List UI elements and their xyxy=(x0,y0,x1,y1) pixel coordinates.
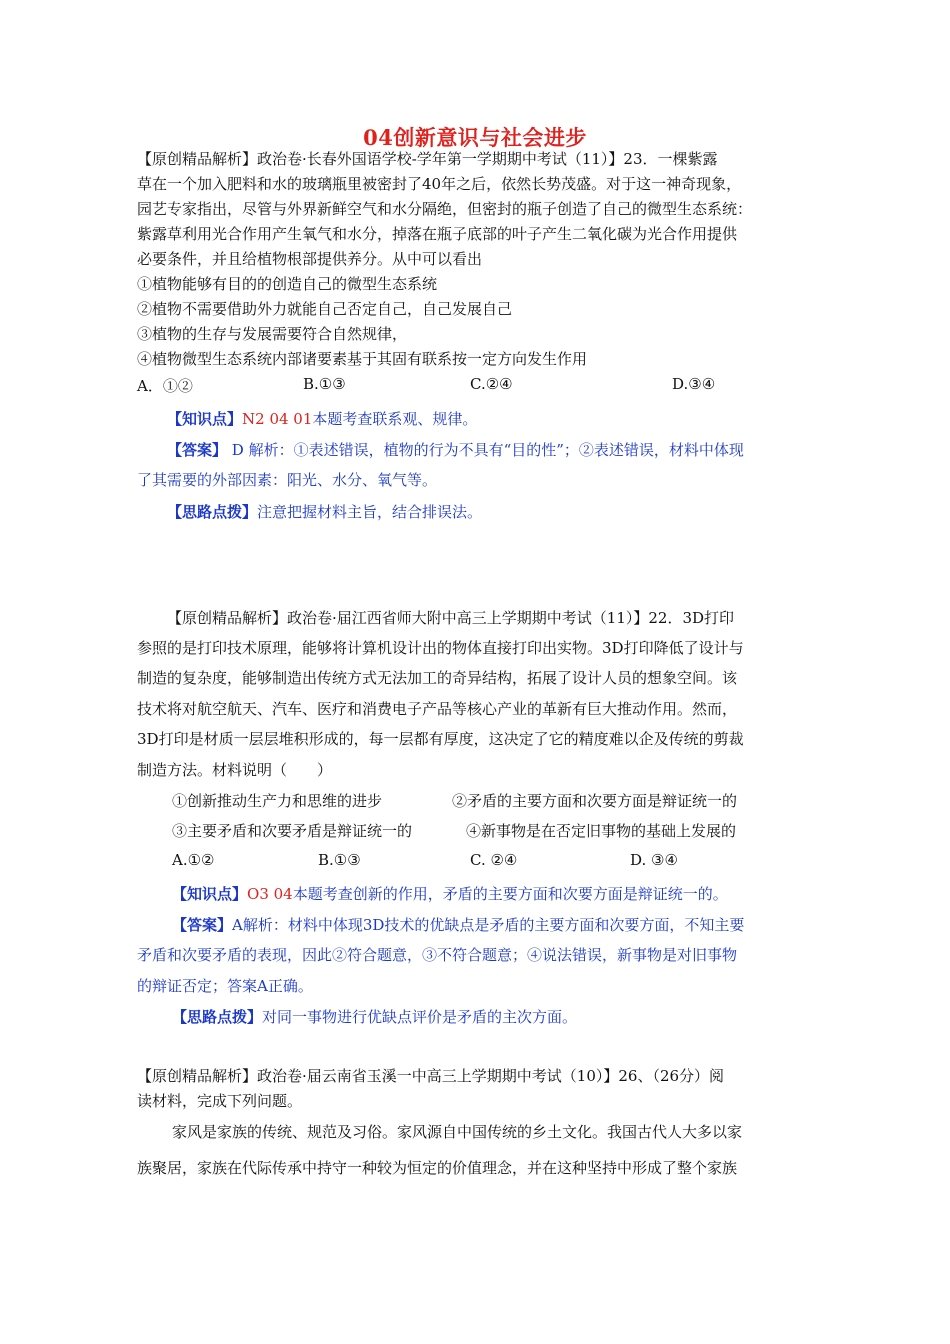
q2-answer-cont: 的辩证否定；答案A正确。 xyxy=(137,977,313,995)
q1-stem-line: 园艺专家指出，尽管与外界新鲜空气和水分隔绝，但密封的瓶子创造了自己的微型生态系统： xyxy=(137,200,753,218)
tips-text: 对同一事物进行优缺点评价是矛盾的主次方面。 xyxy=(262,1008,578,1026)
q2-item: ④新事物是在否定旧事物的基础上发展的 xyxy=(466,822,737,840)
q1-stem-line: 【原创精品解析】政治卷·长春外国语学校-学年第一学期期中考试（11）】23．一棵紫露 xyxy=(137,150,718,168)
q3-stem-line: 【原创精品解析】政治卷·届云南省玉溪一中高三上学期期中考试（10）】26、（26分）阅 xyxy=(137,1067,725,1085)
answer-text: D 解析：①表述错误，植物的行为不具有“目的性”；②表述错误，材料中体现 xyxy=(227,441,744,459)
q2-knowledge-point xyxy=(172,882,852,907)
knowledge-text: 本题考查创新的作用，矛盾的主要方面和次要方面是辩证统一的。 xyxy=(292,885,728,903)
q1-answer xyxy=(167,438,847,463)
knowledge-label: 【知识点】 xyxy=(167,410,243,428)
q2-answer xyxy=(172,913,852,938)
q1-option-c: C.②④ xyxy=(470,375,513,393)
q1-tips xyxy=(167,500,847,525)
q3-material-line: 族聚居，家族在代际传承中持守一种较为恒定的价值理念，并在这种坚持中形成了整个家族 xyxy=(137,1159,738,1177)
q2-stem-line: 【原创精品解析】政治卷·届江西省师大附中高三上学期期中考试（11）】22．3D打印 xyxy=(167,609,735,627)
q2-answer-cont: 矛盾和次要矛盾的表现，因此②符合题意，③不符合题意；④说法错误，新事物是对旧事物 xyxy=(137,946,738,964)
answer-label: 【答案】 xyxy=(167,441,228,459)
q2-stem-line: 3D打印是材质一层层堆积形成的，每一层都有厚度，这决定了它的精度难以企及传统的剪裁 xyxy=(137,730,744,748)
q1-stem-line: 草在一个加入肥料和水的玻璃瓶里被密封了40年之后，依然长势茂盛。对于这一神奇现象， xyxy=(137,175,742,193)
q1-stem-line: 必要条件，并且给植物根部提供养分。从中可以看出 xyxy=(137,250,483,268)
q2-stem-line: 制造的复杂度，能够制造出传统方式无法加工的奇异结构，拓展了设计人员的想象空间。该 xyxy=(137,669,738,687)
q1-item: ①植物能够有目的的创造自己的微型生态系统 xyxy=(137,275,438,293)
q2-item: ①创新推动生产力和思维的进步 xyxy=(172,792,383,810)
tips-label: 【思路点拨】 xyxy=(167,503,258,521)
q2-stem-line: 制造方法。材料说明（ ） xyxy=(137,761,333,779)
q3-stem-line: 读材料，完成下列问题。 xyxy=(137,1092,303,1110)
answer-text: A解析：材料中体现3D技术的优缺点是矛盾的主要方面和次要方面，不知主要 xyxy=(232,916,745,934)
q2-item: ③主要矛盾和次要矛盾是辩证统一的 xyxy=(172,822,413,840)
q2-stem-line: 技术将对航空航天、汽车、医疗和消费电子产品等核心产业的革新有巨大推动作用。然而， xyxy=(137,700,738,718)
tips-label: 【思路点拨】 xyxy=(172,1008,263,1026)
q1-item: ③植物的生存与发展需要符合自然规律， xyxy=(137,325,408,343)
q2-item: ②矛盾的主要方面和次要方面是辩证统一的 xyxy=(452,792,738,810)
knowledge-code: O3 04 xyxy=(247,885,293,903)
q2-option-c: C. ②④ xyxy=(470,851,518,869)
q1-item: ②植物不需要借助外力就能自己否定自己，自己发展自己 xyxy=(137,300,513,318)
q1-answer-cont: 了其需要的外部因素：阳光、水分、氧气等。 xyxy=(137,471,438,489)
knowledge-code: N2 04 01 xyxy=(242,410,313,428)
q1-option-a: A．①② xyxy=(137,377,193,395)
q3-material-line: 家风是家族的传统、规范及习俗。家风源自中国传统的乡土文化。我国古代人大多以家 xyxy=(172,1123,743,1141)
q1-option-b: B.①③ xyxy=(303,375,346,393)
q2-option-d: D. ③④ xyxy=(630,851,678,869)
q2-option-a: A.①② xyxy=(172,851,215,869)
q1-item: ④植物微型生态系统内部诸要素基于其固有联系按一定方向发生作用 xyxy=(137,350,588,368)
q2-option-b: B.①③ xyxy=(318,851,361,869)
knowledge-label: 【知识点】 xyxy=(172,885,248,903)
q1-stem-line: 紫露草利用光合作用产生氧气和水分，掉落在瓶子底部的叶子产生二氧化碳为光合作用提供 xyxy=(137,225,738,243)
q2-stem-line: 参照的是打印技术原理，能够将计算机设计出的物体直接打印出实物。3D打印降低了设计与 xyxy=(137,639,744,657)
knowledge-text: 本题考查联系观、规律。 xyxy=(312,410,478,428)
q1-knowledge-point xyxy=(167,407,847,432)
q2-tips xyxy=(172,1005,852,1030)
answer-label: 【答案】 xyxy=(172,916,233,934)
document-title: 04创新意识与社会进步 xyxy=(363,125,587,150)
q1-option-d: D.③④ xyxy=(672,375,716,393)
tips-text: 注意把握材料主旨，结合排误法。 xyxy=(257,503,483,521)
